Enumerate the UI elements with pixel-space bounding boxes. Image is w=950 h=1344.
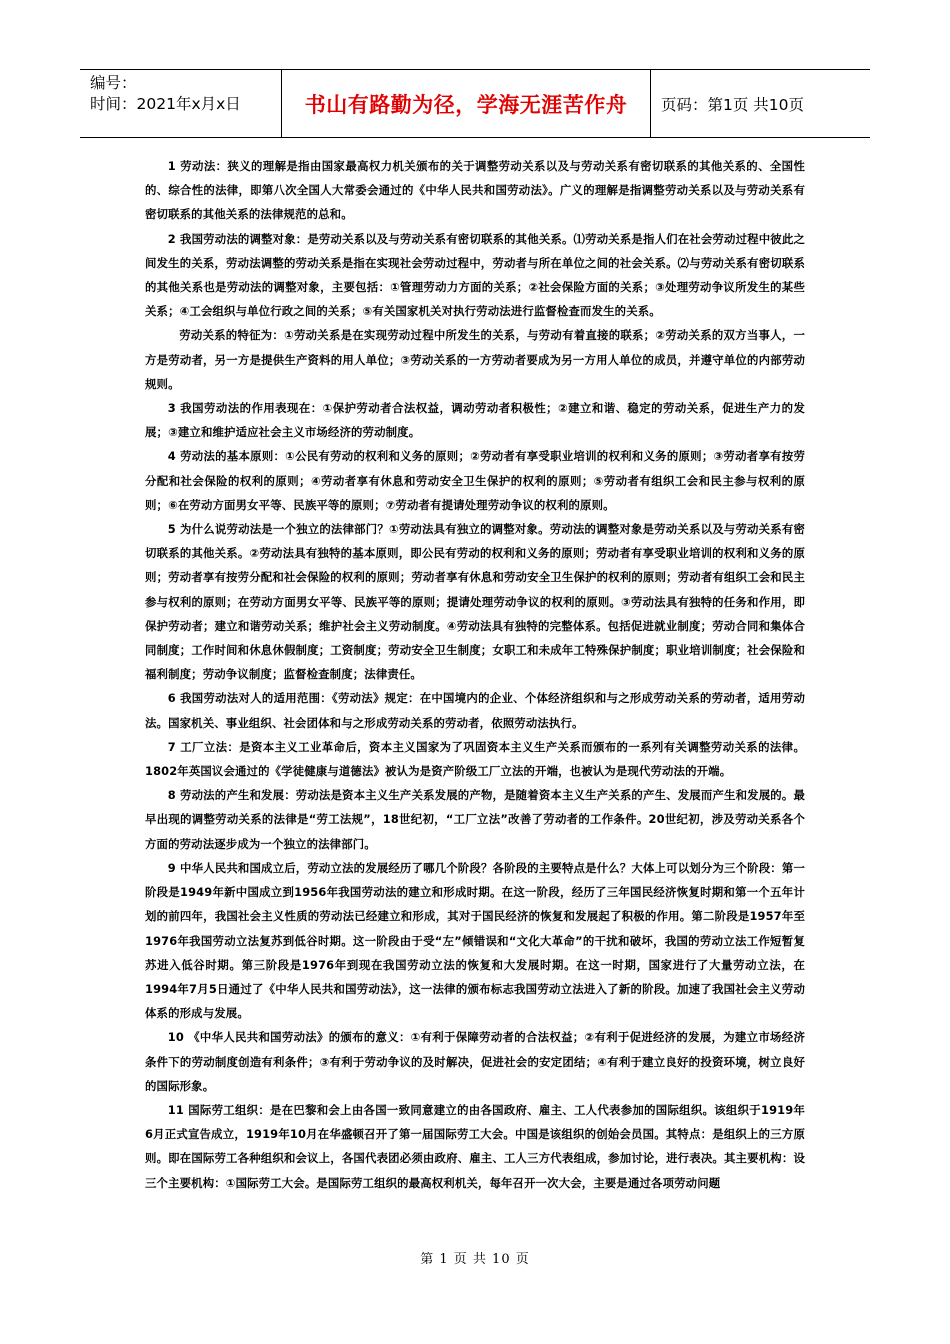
paragraph: 6 我国劳动法对人的适用范围：《劳动法》规定：在中国境内的企业、个体经济组织和与之形成劳动关系的劳动者，适用劳动法。国家机关、事业组织、社会团体和与之形成劳动关系的劳动者，依照劳动法执行。 — [145, 691, 805, 730]
page-footer: 第 1 页 共 10 页 — [420, 1252, 530, 1267]
document-number-label: 编号： — [90, 74, 137, 92]
paragraph: 11 国际劳工组织：是在巴黎和会上由各国一致同意建立的由各国政府、雇主、工人代表参加的国际组织。该组织于1919年6月正式宣告成立，1919年10月在华盛顿召开了第一届国际劳工大会。中国是该组织的创始会员国。其特点：是组织上的三方原则。即在国际劳工各种组织和会议上，各国代表团必须由政府、雇主、工人三方代表组成，参加讨论，进行表决。其主要机构：设三个主要机构：①国际劳工大会。是国际劳工组织的最高权利机关，每年召开一次大会，主要是通过各项劳动问题 — [145, 1102, 805, 1190]
page-header — [80, 69, 870, 138]
paragraph: 10 《中华人民共和国劳动法》的颁布的意义：①有利于保障劳动者的合法权益；②有利于促进经济的发展，为建立市场经济条件下的劳动制度创造有利条件；③有利于劳动争议的及时解决，促进社会的安定团结；④有利于建立良好的投资环境，树立良好的国际形象。 — [145, 1030, 805, 1093]
header-page-info: 页码：第1页 共10页 — [661, 95, 805, 114]
header-meta — [80, 70, 281, 137]
paragraph: 8 劳动法的产生和发展：劳动法是资本主义生产关系发展的产物，是随着资本主义生产关系的产生、发展而产生和发展的。最早出现的调整劳动关系的法律是“劳工法规”，18世纪初，“工厂立法”改善了劳动者的工作条件。20世纪初，涉及劳动关系各个方面的劳动法逐步成为一个独立的法律部门。 — [145, 788, 805, 851]
document-body — [145, 154, 805, 1195]
paragraph: 5 为什么说劳动法是一个独立的法律部门？①劳动法具有独立的调整对象。劳动法的调整对象是劳动关系以及与劳动关系有密切联系的其他关系。②劳动法具有独特的基本原则，即公民有劳动的权利和义务的原则；劳动者有享受职业培训的权利和义务的原则；劳动者享有按劳分配和社会保险的权利的原则；劳动者享有休息和劳动安全卫生保护的权利的原则；劳动者有组织工会和民主参与权利的原则；在劳动方面男女平等、民族平等的原则；提请处理劳动争议的权利的原则。③劳动法具有独特的任务和作用，即保护劳动者；建立和谐劳动关系；维护社会主义劳动制度。④劳动法具有独特的完整体系。包括促进就业制度；劳动合同和集体合同制度；工作时间和休息休假制度；工资制度；劳动安全卫生制度；女职工和未成年工特殊保护制度；职业培训制度；社会保险和福利制度；劳动争议制度；监督检查制度；法律责任。 — [145, 522, 805, 682]
paragraph: 4 劳动法的基本原则：①公民有劳动的权利和义务的原则；②劳动者有享受职业培训的权利和义务的原则；③劳动者享有按劳分配和社会保险的权利的原则；④劳动者享有休息和劳动安全卫生保护的权利的原则；⑤劳动者有组织工会和民主参与权利的原则；⑥在劳动方面男女平等、民族平等的原则；⑦劳动者有提请处理劳动争议的权利的原则。 — [145, 449, 805, 512]
paragraph: 9 中华人民共和国成立后，劳动立法的发展经历了哪几个阶段？各阶段的主要特点是什么？大体上可以划分为三个阶段：第一阶段是1949年新中国成立到1956年我国劳动法的建立和形成时期。在这一阶段，经历了三年国民经济恢复时期和第一个五年计划的前四年，我国社会主义性质的劳动法已经建立和形成，其对于国民经济的恢复和发展起了积极的作用。第二阶段是1957年至1976年我国劳动立法复苏到低谷时期。这一阶段由于受“左”倾错误和“文化大革命”的干扰和破坏，我国的劳动立法工作短暂复苏进入低谷时期。第三阶段是1976年到现在我国劳动立法的恢复和大发展时期。在这一时期，国家进行了大量劳动立法，在1994年7月5日通过了《中华人民共和国劳动法》，这一法律的颁布标志我国劳动立法进入了新的阶段。加速了我国社会主义劳动体系的形成与发展。 — [145, 860, 805, 1021]
paragraph: 2 我国劳动法的调整对象：是劳动关系以及与劳动关系有密切联系的其他关系。⑴劳动关系是指人们在社会劳动过程中彼此之间发生的关系，劳动法调整的劳动关系是指在实现社会劳动过程中，劳动者与所在单位之间的社会关系。⑵与劳动关系有密切联系的其他关系也是劳动法的调整对象，主要包括：①管理劳动力方面的关系；②社会保险方面的关系；③处理劳动争议所发生的某些关系；④工会组织与单位行政之间的关系；⑤有关国家机关对执行劳动法进行监督检查而发生的关系。 — [145, 231, 805, 319]
paragraph: 1 劳动法：狭义的理解是指由国家最高权力机关颁布的关于调整劳动关系以及与劳动关系有密切联系的其他关系的、全国性的、综合性的法律，即第八次全国人大常委会通过的《中华人民共和国劳动法》。广义的理解是指调整劳动关系以及与劳动关系有密切联系的其他关系的法律规范的总和。 — [145, 159, 805, 222]
header-motto: 书山有路勤为径，学海无涯苦作舟 — [281, 70, 651, 137]
paragraph: 3 我国劳动法的作用表现在：①保护劳动者合法权益，调动劳动者积极性；②建立和谐、稳定的劳动关系，促进生产力的发展；③建立和维护适应社会主义市场经济的劳动制度。 — [145, 401, 805, 440]
document-date: 时间：2021年x月x日 — [90, 95, 241, 113]
paragraph: 劳动关系的特征为：①劳动关系是在实现劳动过程中所发生的关系，与劳动有着直接的联系；②劳动关系的双方当事人，一方是劳动者，另一方是提供生产资料的用人单位；③劳动关系的一方劳动者要成为另一方用人单位的成员，并遵守单位的内部劳动规则。 — [145, 328, 805, 391]
paragraph: 7 工厂立法：是资本主义工业革命后，资本主义国家为了巩固资本主义生产关系而颁布的一系列有关调整劳动关系的法律。1802年英国议会通过的《学徒健康与道德法》被认为是资产阶级工厂立法的开端，也被认为是现代劳动法的开端。 — [145, 739, 805, 779]
